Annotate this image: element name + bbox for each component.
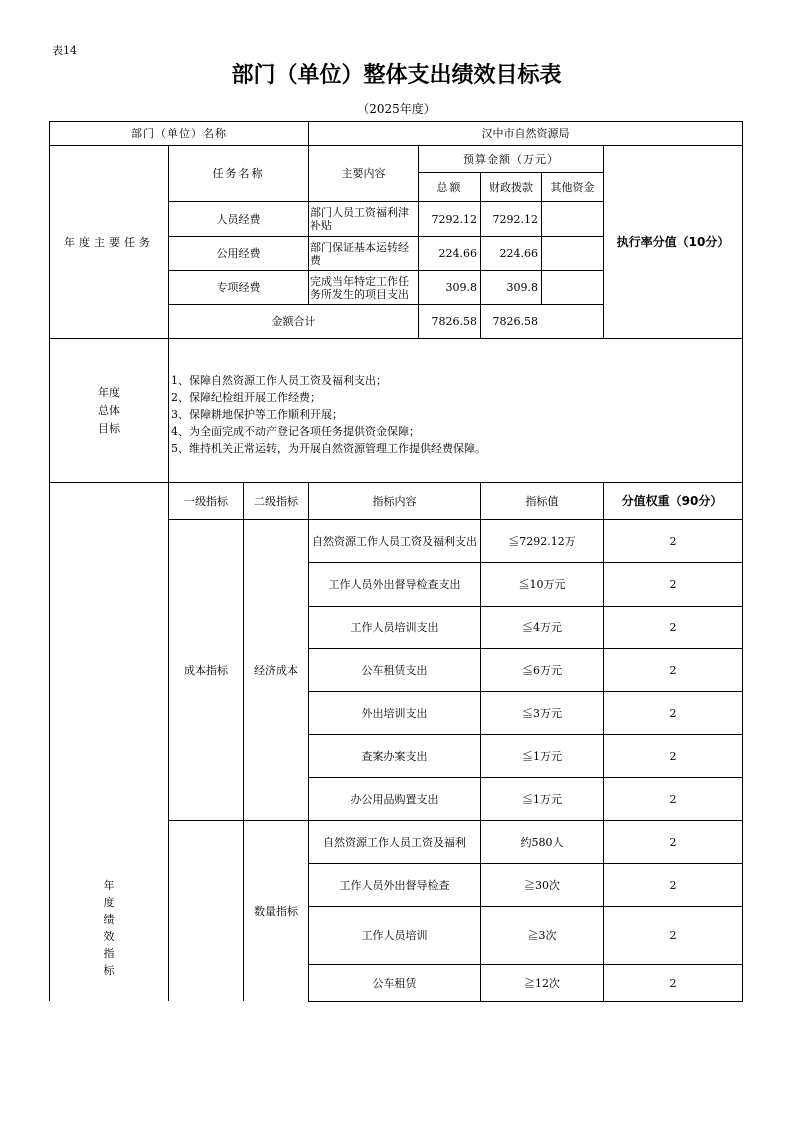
indicator-content: 自然资源工作人员工资及福利 xyxy=(323,835,466,849)
indicator-weight: 2 xyxy=(669,976,677,990)
goal-item: 4、为全面完成不动产登记各项任务提供资金保障； xyxy=(171,425,420,438)
indicator-value: 约580人 xyxy=(520,835,564,849)
indicator-content: 工作人员培训支出 xyxy=(350,621,439,634)
indicator-content: 工作人员培训 xyxy=(361,929,428,942)
indicator-weight: 2 xyxy=(669,534,677,548)
content-header: 主要内容 xyxy=(341,167,386,180)
sum-fiscal: 7826.58 xyxy=(492,315,538,328)
indicator-content: 工作人员外出督导检查 xyxy=(339,878,450,892)
total-header: 总额 xyxy=(436,180,463,194)
budget-header: 预算金额（万元） xyxy=(463,152,559,166)
task-fiscal: 7292.12 xyxy=(492,212,538,226)
indicators-label: 年度绩效指标 xyxy=(103,879,115,977)
overall-goals-list xyxy=(171,372,731,457)
fiscal-header: 财政拨款 xyxy=(489,180,533,194)
indicator-content: 自然资源工作人员工资及福利支出 xyxy=(312,534,477,548)
other-header: 其他资金 xyxy=(550,180,595,194)
dept-name-label: 部门（单位）名称 xyxy=(131,127,227,140)
exec-rate-score: 执行率分值（10分） xyxy=(616,234,730,249)
goal-item: 3、保障耕地保护等工作顺利开展； xyxy=(171,408,343,421)
qty-indicator-level2: 数量指标 xyxy=(254,904,298,918)
task-content: 部门人员工资福利津补贴 xyxy=(310,206,409,232)
indicator-weight: 2 xyxy=(669,878,677,892)
level2-header: 二级指标 xyxy=(254,494,298,508)
indicator-value: ≦4万元 xyxy=(522,621,562,634)
indicator-weight: 2 xyxy=(669,929,677,942)
indicator-weight: 2 xyxy=(669,792,677,806)
task-other xyxy=(542,202,603,236)
indicator-value: ≧3次 xyxy=(527,929,557,942)
task-total: 309.8 xyxy=(445,281,477,294)
task-content: 完成当年特定工作任务所发生的项目支出 xyxy=(310,274,409,301)
task-name-header: 任务名称 xyxy=(212,167,265,180)
cost-indicator-level2: 经济成本 xyxy=(254,663,298,677)
indicator-value: ≧12次 xyxy=(524,976,560,990)
sum-label: 金额合计 xyxy=(271,315,316,328)
task-name: 专项经费 xyxy=(216,281,261,294)
indicator-weight: 2 xyxy=(669,706,677,720)
indicator-weight: 2 xyxy=(669,621,677,634)
indicator-value: ≦3万元 xyxy=(522,706,562,720)
dept-name-value: 汉中市自然资源局 xyxy=(481,127,570,140)
indicator-value-header: 指标值 xyxy=(525,494,559,508)
task-other xyxy=(542,237,603,270)
indicator-content: 办公用品购置支出 xyxy=(350,792,439,806)
sum-total: 7826.58 xyxy=(431,315,477,328)
year-subtitle: （2025年度） xyxy=(357,102,436,116)
page-title: 部门（单位）整体支出绩效目标表 xyxy=(231,63,562,88)
goal-item: 2、保障纪检组开展工作经费； xyxy=(171,391,321,404)
overall-goals-label: 年度总体目标 xyxy=(98,385,120,435)
indicator-content: 公车租赁支出 xyxy=(361,663,428,677)
indicator-value: ≦10万元 xyxy=(518,578,566,591)
task-other xyxy=(542,271,603,304)
level1-header: 一级指标 xyxy=(184,494,228,508)
goal-item: 5、维持机关正常运转，为开展自然资源管理工作提供经费保障。 xyxy=(171,442,486,455)
indicator-value: ≦7292.12万 xyxy=(508,534,576,548)
task-name: 人员经费 xyxy=(216,212,261,226)
indicator-value: ≦1万元 xyxy=(522,792,562,806)
task-content: 部门保证基本运转经费 xyxy=(310,240,409,267)
task-fiscal: 224.66 xyxy=(499,247,538,260)
cost-indicator-level1: 成本指标 xyxy=(184,663,228,677)
task-total: 7292.12 xyxy=(431,212,477,226)
indicator-content-header: 指标内容 xyxy=(372,494,417,508)
indicator-value: ≦6万元 xyxy=(522,663,562,677)
indicator-weight: 2 xyxy=(669,578,677,591)
indicator-value: ≧30次 xyxy=(524,878,560,892)
indicator-value: ≦1万元 xyxy=(522,749,562,763)
weight-header: 分值权重（90分） xyxy=(621,493,723,508)
annual-tasks-label: 年度主要任务 xyxy=(64,235,154,249)
task-fiscal: 309.8 xyxy=(506,281,538,294)
task-total: 224.66 xyxy=(438,247,477,260)
task-name: 公用经费 xyxy=(216,247,261,260)
indicator-content: 外出培训支出 xyxy=(361,706,428,720)
table-number: 表14 xyxy=(52,44,77,57)
goal-item: 1、保障自然资源工作人员工资及福利支出； xyxy=(171,374,387,387)
indicator-weight: 2 xyxy=(669,663,677,677)
indicator-weight: 2 xyxy=(669,835,677,849)
indicator-weight: 2 xyxy=(669,749,677,763)
indicator-content: 工作人员外出督导检查支出 xyxy=(328,578,461,591)
indicator-content: 公车租赁 xyxy=(372,976,417,990)
indicator-content: 查案办案支出 xyxy=(361,749,428,763)
